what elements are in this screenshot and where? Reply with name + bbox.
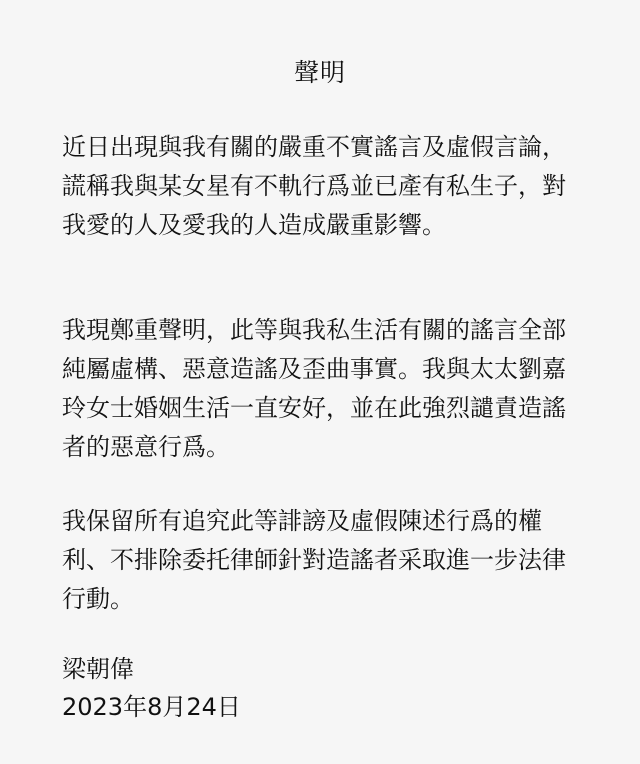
signature-name: 梁朝偉 — [62, 655, 134, 683]
statement-paragraph-3: 我保留所有追究此等誹謗及虛假陳述行爲的權利、不排除委托律師針對造謠者采取進一步法律行動。 — [62, 507, 566, 613]
statement-paragraph-1: 近日出現與我有關的嚴重不實謠言及虛假言論，謊稱我與某女星有不軌行爲並已產有私生子，對我愛的人及愛我的人造成嚴重影響。 — [62, 133, 566, 239]
statement-title: 聲明 — [293, 58, 346, 87]
signature-date: 2023年8月24日 — [62, 693, 241, 721]
statement-paragraph-2: 我現鄭重聲明，此等與我私生活有關的謠言全部純屬虛構、惡意造謠及歪曲事實。我與太太劉嘉玲女士婚姻生活一直安好，並在此強烈譴責造謠者的惡意行爲。 — [62, 316, 566, 461]
